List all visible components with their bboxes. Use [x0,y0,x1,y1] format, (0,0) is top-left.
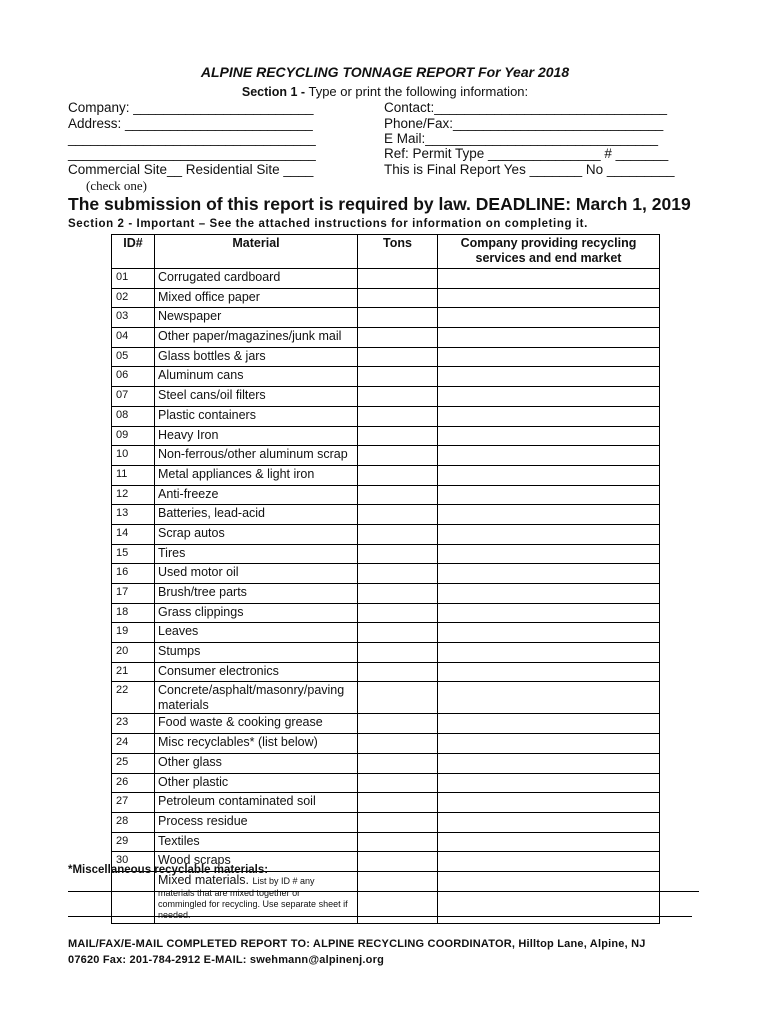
address-line-3[interactable]: _________________________________ [68,146,316,161]
header-material: Material [155,235,358,269]
row-id: 02 [112,288,155,308]
row-id: 29 [112,832,155,852]
table-row [112,465,660,485]
row-id: 12 [112,485,155,505]
row-tons-cell[interactable] [358,682,438,714]
section1-instruction: Type or print the following information: [308,84,529,99]
row-material: Corrugated cardboard [155,269,358,289]
address-line-2[interactable]: _________________________________ [68,131,316,146]
mailing-instructions [68,936,646,968]
row-tons-cell[interactable] [358,734,438,754]
table-row [112,288,660,308]
row-tons-cell[interactable] [358,269,438,289]
row-company-cell[interactable] [438,852,660,872]
row-material: Petroleum contaminated soil [155,793,358,813]
row-tons-cell[interactable] [358,347,438,367]
row-id: 26 [112,773,155,793]
row-id: 03 [112,308,155,328]
row-company-cell[interactable] [438,564,660,584]
row-tons-cell[interactable] [358,832,438,852]
email-field[interactable]: E Mail:_______________________________ [384,131,659,146]
permit-field[interactable]: Ref: Permit Type _______________ # _______ [384,146,669,161]
row-tons-cell[interactable] [358,793,438,813]
row-material: Scrap autos [155,524,358,544]
row-tons-cell[interactable] [358,328,438,348]
row-material: Glass bottles & jars [155,347,358,367]
row-tons-cell[interactable] [358,505,438,525]
table-row [112,812,660,832]
row-id: 05 [112,347,155,367]
table-row [112,564,660,584]
row-company-cell[interactable] [438,524,660,544]
row-id: 20 [112,643,155,663]
check-one-note: (check one) [86,178,147,193]
misc-line-2[interactable] [68,916,692,917]
row-material: Non-ferrous/other aluminum scrap [155,446,358,466]
row-tons-cell[interactable] [358,426,438,446]
row-id: 17 [112,584,155,604]
row-material: Process residue [155,812,358,832]
misc-materials-label: *Miscellaneous recyclable materials: [68,864,269,876]
row-company-cell[interactable] [438,584,660,604]
mixed-materials-label: Mixed materials. [158,872,249,887]
misc-line-1[interactable] [68,891,699,892]
section2-heading: Section 2 - Important – See the attached instructions for information on completing it. [68,218,588,230]
footer-line-1: MAIL/FAX/E-MAIL COMPLETED REPORT TO: ALPINE RECYCLING COORDINATOR, Hilltop Lane, Alpine, NJ [68,938,646,950]
row-tons-cell[interactable] [358,308,438,328]
row-company-cell[interactable] [438,308,660,328]
table-row [112,643,660,663]
row-id: 08 [112,406,155,426]
row-company-cell[interactable] [438,773,660,793]
row-company-cell[interactable] [438,406,660,426]
section1-heading [0,84,770,99]
table-row [112,793,660,813]
row-company-cell[interactable] [438,347,660,367]
row-id: 14 [112,524,155,544]
row-tons-cell[interactable] [358,544,438,564]
row-material: Grass clippings [155,603,358,623]
row-id: 07 [112,387,155,407]
table-row [112,328,660,348]
mixed-materials-note-a: List by ID # any [252,875,315,886]
final-report-field[interactable]: This is Final Report Yes _______ No _________ [384,162,675,177]
row-company-cell[interactable] [438,643,660,663]
row-id: 27 [112,793,155,813]
row-material: Misc recyclables* (list below) [155,734,358,754]
row-material: Textiles [155,832,358,852]
row-material: Heavy Iron [155,426,358,446]
row-id: 10 [112,446,155,466]
row-tons-cell[interactable] [358,623,438,643]
row-tons-cell[interactable] [358,662,438,682]
mixed-materials-note-b: materials that are mixed together or commingled for recycling. Use separate sheet if needed. [158,887,348,920]
row-material: Consumer electronics [155,662,358,682]
tonnage-table [111,234,660,924]
row-company-cell[interactable] [438,682,660,714]
row-company-cell[interactable] [438,288,660,308]
row-company-cell[interactable] [438,793,660,813]
row-material: Anti-freeze [155,485,358,505]
row-material: Leaves [155,623,358,643]
row-tons-cell[interactable] [358,367,438,387]
row-company-cell[interactable] [438,832,660,852]
row-id: 25 [112,753,155,773]
row-material: Other plastic [155,773,358,793]
company-field[interactable]: Company: ________________________ [68,100,314,115]
table-row [112,485,660,505]
row-material: Metal appliances & light iron [155,465,358,485]
row-id: 21 [112,662,155,682]
row-tons-cell[interactable] [358,773,438,793]
table-row [112,387,660,407]
deadline-notice: The submission of this report is required by law. DEADLINE: March 1, 2019 [68,194,691,214]
table-row [112,682,660,714]
row-id: 24 [112,734,155,754]
row-id: 06 [112,367,155,387]
row-material: Wood scraps [155,852,358,872]
table-row [112,753,660,773]
phone-fax-field[interactable]: Phone/Fax:____________________________ [384,116,664,131]
row-tons-cell[interactable] [358,852,438,872]
row-id: 18 [112,603,155,623]
table-row [112,347,660,367]
row-tons-cell[interactable] [358,524,438,544]
row-material: Mixed office paper [155,288,358,308]
report-title: ALPINE RECYCLING TONNAGE REPORT For Year 2018 [200,64,570,80]
row-company-cell[interactable] [438,544,660,564]
row-material: Other paper/magazines/junk mail [155,328,358,348]
table-row [112,603,660,623]
row-company-cell[interactable] [438,328,660,348]
table-row [112,623,660,643]
section1-label: Section 1 - [241,85,306,99]
header-tons: Tons [358,235,438,269]
row-company-cell[interactable] [438,387,660,407]
row-company-cell[interactable] [438,465,660,485]
address-field[interactable]: Address: _________________________ [68,116,313,131]
row-company-cell[interactable] [438,269,660,289]
row-id: 04 [112,328,155,348]
row-id: 09 [112,426,155,446]
row-material: Other glass [155,753,358,773]
contact-field[interactable]: Contact:_______________________________ [384,100,668,115]
table-row [112,662,660,682]
row-company-cell[interactable] [438,367,660,387]
table-row [112,524,660,544]
row-company-cell[interactable] [438,485,660,505]
row-company-cell[interactable] [438,812,660,832]
header-company: Company providing recycling services and end market [438,235,660,269]
table-row [112,832,660,852]
row-material: Newspaper [155,308,358,328]
row-tons-cell[interactable] [358,465,438,485]
row-material: Used motor oil [155,564,358,584]
row-company-cell[interactable] [438,426,660,446]
row-company-cell[interactable] [438,662,660,682]
row-tons-cell[interactable] [358,603,438,623]
row-company-cell[interactable] [438,505,660,525]
row-tons-cell[interactable] [358,406,438,426]
site-type-field[interactable]: Commercial Site__ Residential Site ____ [68,162,314,177]
row-id: 23 [112,714,155,734]
row-material: Batteries, lead-acid [155,505,358,525]
footer-line-2: 07620 Fax: 201-784-2912 E-MAIL: swehmann@alpinenj.org [68,954,384,966]
row-id: 30 [112,852,155,872]
table-row [112,269,660,289]
row-id: 22 [112,682,155,714]
row-company-cell[interactable] [438,714,660,734]
row-tons-cell[interactable] [358,446,438,466]
row-material: Concrete/asphalt/masonry/paving materials [155,682,358,714]
header-id: ID# [112,235,155,269]
table-row [112,734,660,754]
row-tons-cell[interactable] [358,564,438,584]
table-row [112,308,660,328]
row-id: 28 [112,812,155,832]
table-row [112,544,660,564]
row-tons-cell[interactable] [358,643,438,663]
row-company-cell[interactable] [438,603,660,623]
row-material: Stumps [155,643,358,663]
row-company-cell[interactable] [438,623,660,643]
row-tons-cell[interactable] [358,387,438,407]
row-tons-cell[interactable] [358,812,438,832]
table-row [112,505,660,525]
row-id: 11 [112,465,155,485]
row-id: 16 [112,564,155,584]
row-material: Aluminum cans [155,367,358,387]
row-id: 19 [112,623,155,643]
row-company-cell[interactable] [438,734,660,754]
row-material: Brush/tree parts [155,584,358,604]
row-tons-cell[interactable] [358,753,438,773]
row-tons-cell[interactable] [358,485,438,505]
row-material: Tires [155,544,358,564]
row-company-cell[interactable] [438,753,660,773]
row-id: 13 [112,505,155,525]
row-tons-cell[interactable] [358,714,438,734]
table-row [112,406,660,426]
row-id: 15 [112,544,155,564]
row-material: Plastic containers [155,406,358,426]
row-tons-cell[interactable] [358,288,438,308]
table-row [112,584,660,604]
table-row [112,446,660,466]
row-material: Food waste & cooking grease [155,714,358,734]
table-row [112,714,660,734]
row-id: 01 [112,269,155,289]
table-row [112,426,660,446]
table-row [112,773,660,793]
row-tons-cell[interactable] [358,584,438,604]
table-row [112,367,660,387]
row-company-cell[interactable] [438,446,660,466]
row-material: Steel cans/oil filters [155,387,358,407]
